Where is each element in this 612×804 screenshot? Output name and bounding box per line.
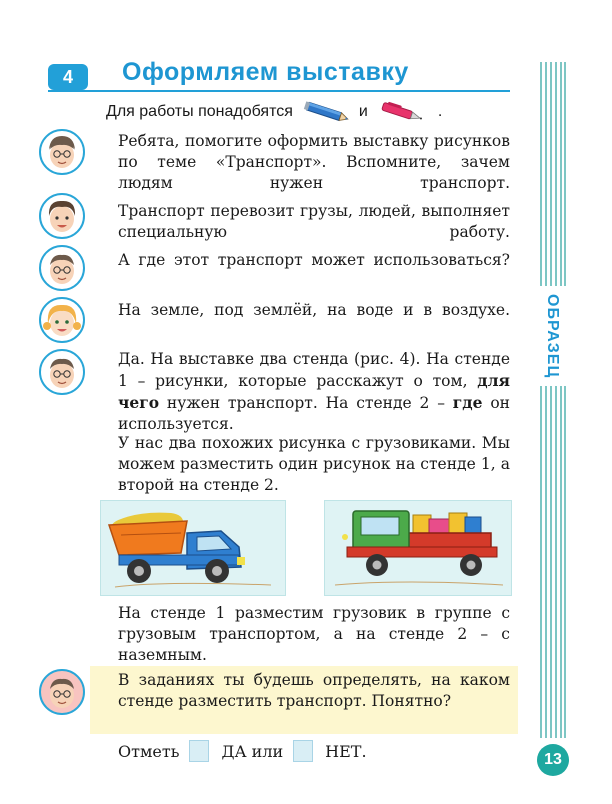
teacher-avatar-icon (38, 348, 86, 396)
cargo-truck-picture (324, 500, 512, 596)
dialog-line-3: А где этот транспорт может использоваться? (118, 251, 510, 269)
dialog-line-4: На земле, под землёй, на воде и в воздухе. (118, 301, 510, 319)
page-number: 13 (537, 744, 569, 776)
boy-avatar-icon (38, 192, 86, 240)
watermark: ОБРАЗЕЦ (534, 286, 570, 386)
dump-truck-picture (100, 500, 286, 596)
tools-line (106, 100, 442, 124)
dump-truck-icon (101, 501, 285, 595)
teacher-avatar-icon (38, 244, 86, 292)
bold-phrase: где (452, 393, 483, 412)
dialog-line-2: Транспорт перевозит грузы, людей, выполняет специальную работу. (118, 202, 510, 241)
cargo-truck-icon (325, 501, 511, 595)
lesson-number-badge (48, 64, 88, 90)
girl-avatar-icon (38, 296, 86, 344)
trucks-paragraph: У нас два похожих рисунка с грузовиками. Мы можем разместить один рисунок на стенде 1, а второй на стенде 2. (118, 434, 510, 494)
task-text: В заданиях ты будешь определять, на каком стенде разместить транспорт. Понятно? (118, 671, 510, 710)
answer-prefix: Отметь (118, 741, 180, 761)
lesson-number: 4 (62, 66, 73, 87)
placement-paragraph: На стенде 1 разместим грузовик в группе с грузовым транспортом, а на стенде 2 – с наземным. (118, 604, 510, 664)
no-checkbox[interactable] (293, 740, 313, 762)
blue-pencil-icon (301, 100, 351, 124)
tools-prefix: Для работы понадобятся (106, 103, 293, 120)
margin-stripes (540, 62, 566, 738)
title-divider (48, 90, 510, 92)
bold-phrase: для чего (118, 371, 510, 412)
yes-label: ДА или (221, 741, 284, 761)
teacher-avatar-icon (38, 668, 86, 716)
answer-row (118, 740, 367, 762)
no-label: НЕТ. (325, 741, 367, 761)
tools-conj: и (358, 103, 368, 120)
dialog-line-5: Да. На выставке два стенда (рис. 4). На стенде 1 – рисунки, которые расскажут о том, для чего нужен транспорт. На стенде 2 – где он используется. (118, 350, 511, 433)
yes-checkbox[interactable] (189, 740, 209, 762)
dialog-line-1: Ребята, помогите оформить выставку рисунков по теме «Транспорт». Вспомните, зачем людям нужен транспорт. (118, 132, 510, 192)
page-title: Оформляем выставку (122, 58, 409, 86)
tools-end: . (437, 103, 443, 120)
teacher-avatar-icon (38, 128, 86, 176)
red-pen-icon (376, 100, 426, 124)
